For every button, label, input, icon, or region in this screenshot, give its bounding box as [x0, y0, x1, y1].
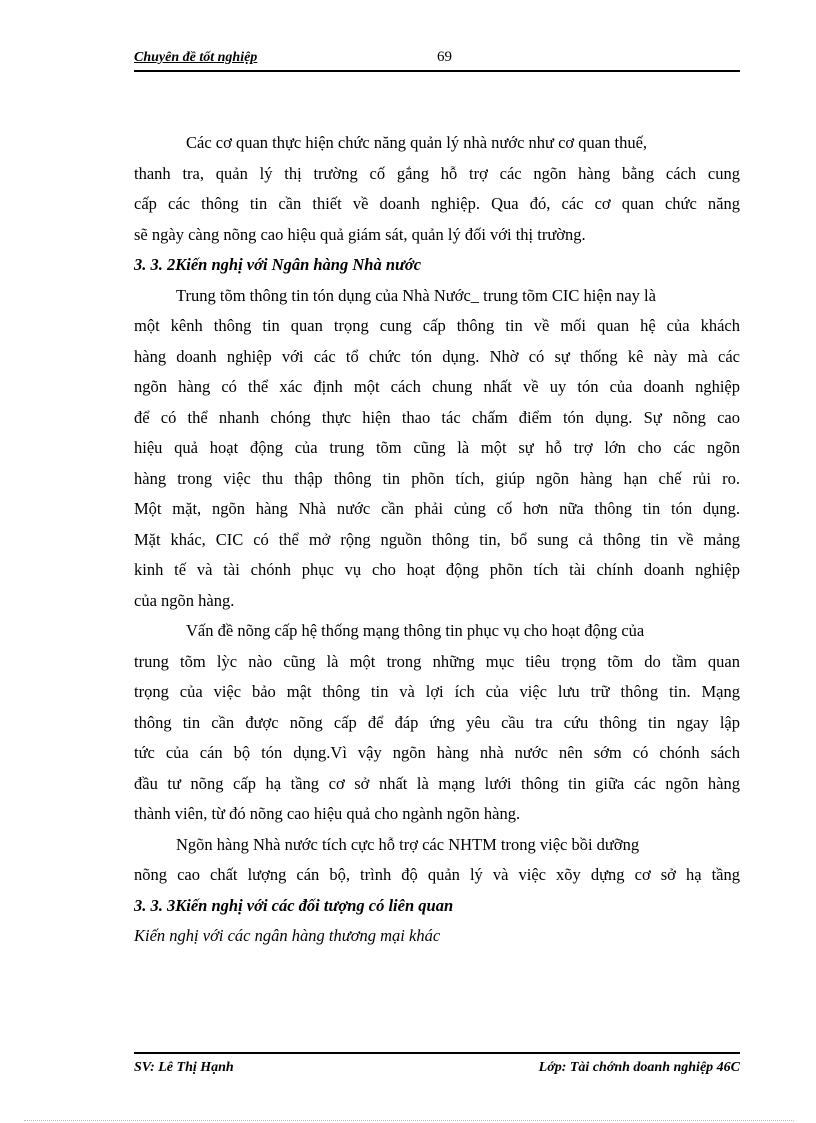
- body-text-line: nõng cao chất lượng cán bộ, trình độ quản lý và việc xõy dựng cơ sở hạ tầng: [134, 865, 740, 884]
- page-number: 69: [437, 49, 452, 65]
- body-text-line: thanh tra, quản lý thị trường cố gắng hỗ trợ các ngõn hàng bằng cách cung: [134, 163, 740, 183]
- body-text-line: cấp các thông tin cần thiết về doanh nghiệp. Qua đó, các cơ quan chức năng: [134, 194, 740, 213]
- footer-class-name: Lớp: Tài chớnh doanh nghiệp 46C: [538, 1060, 740, 1075]
- page-edge-divider: [24, 1120, 794, 1121]
- body-text-line: thông tin cần được nõng cấp để đáp ứng yêu cầu tra cứu thông tin ngay lập: [134, 712, 740, 732]
- body-text-line: Trung tõm thông tin tón dụng của Nhà Nước_ trung tõm CIC hiện nay là: [176, 285, 656, 305]
- body-text-line: Ngõn hàng Nhà nước tích cực hỗ trợ các NHTM trong việc bồi dưỡng: [176, 834, 640, 854]
- body-text-line: thành viên, từ đó nõng cao hiệu quả cho ngành ngõn hàng.: [134, 804, 521, 823]
- header-title: Chuyên đề tốt nghiệp: [134, 50, 258, 65]
- body-text-line: hàng doanh nghiệp với các tổ chức tón dụng. Nhờ có sự thống kê này mà các: [134, 346, 740, 366]
- body-text-line: Một mặt, ngõn hàng Nhà nước cần phải củng cố hơn nữa thông tin tón dụng.: [134, 499, 740, 518]
- body-text-line: sẽ ngày càng nõng cao hiệu quả giám sát, quản lý đối với thị trường.: [134, 224, 586, 244]
- section-heading: 3. 3. 3Kiến nghị với các đối tượng có liên quan: [134, 895, 454, 915]
- body-text-line: đầu tư nõng cấp hạ tầng cơ sở nhất là mạng lưới thông tin giữa các ngõn hàng: [134, 773, 740, 793]
- body-text-line: của ngõn hàng.: [134, 590, 235, 610]
- body-text-line: ngõn hàng có thể xác định một cách chung nhất về uy tón của doanh nghiệp: [134, 377, 740, 396]
- body-text-line: Mặt khác, CIC có thể mở rộng nguồn thông tin, bổ sung cả thông tin về mảng: [134, 529, 740, 549]
- document-body: [134, 128, 740, 952]
- footer-student-name: SV: Lê Thị Hạnh: [134, 1060, 234, 1075]
- body-text-line: một kênh thông tin quan trọng cung cấp thông tin về mối quan hệ của khách: [134, 316, 740, 335]
- body-text-line: Vấn đề nõng cấp hệ thống mạng thông tin phục vụ cho hoạt động của: [186, 621, 645, 640]
- section-heading: 3. 3. 2Kiến nghị với Ngân hàng Nhà nước: [134, 255, 422, 274]
- body-text-line: kinh tế và tài chónh phục vụ cho hoạt động phõn tích tài chính doanh nghiệp: [134, 560, 740, 579]
- body-text-line: Các cơ quan thực hiện chức năng quản lý nhà nước như cơ quan thuế,: [186, 133, 648, 152]
- body-text-line: để có thể nhanh chóng thực hiện thao tác chấm điểm tón dụng. Sự nõng cao: [134, 407, 740, 427]
- body-text-line: trọng của việc bảo mật thông tin và lợi ích của việc lưu trữ thông tin. Mạng: [134, 682, 740, 701]
- body-text-line: hàng trong việc thu thập thông tin phõn tích, giúp ngõn hàng hạn chế rủi ro.: [134, 468, 740, 488]
- body-text-line: trung tõm lỳc nào cũng là một trong những mục tiêu trọng tõm do tầm quan: [134, 651, 740, 671]
- body-text-line: hiệu quả hoạt động của trung tõm cũng là một sự hỗ trợ lớn cho các ngõn: [134, 438, 740, 457]
- page-header: [134, 48, 740, 72]
- subsection-heading: Kiến nghị với các ngân hàng thương mại khác: [134, 926, 441, 945]
- body-text-line: tức của cán bộ tón dụng.Vì vậy ngõn hàng nhà nước nên sớm có chónh sách: [134, 743, 740, 762]
- page-footer: [134, 1052, 740, 1082]
